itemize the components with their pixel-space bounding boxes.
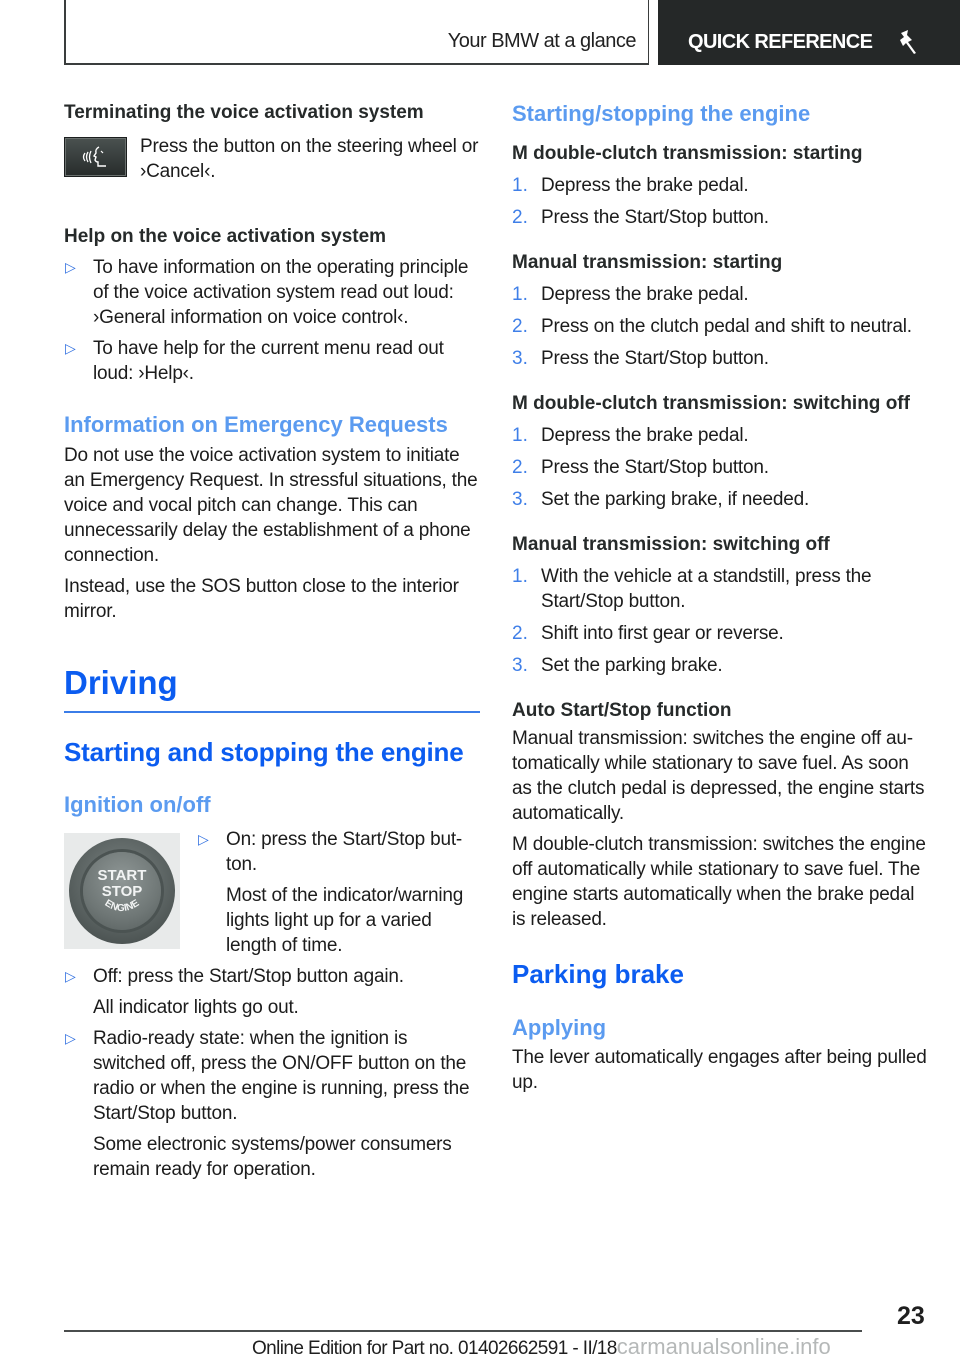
triangle-bullet-icon: ▷ [65, 259, 76, 275]
terminating-text: Press the button on the steering wheel or ›Cancel‹. [140, 136, 479, 182]
help-heading: Help on the voice activation system [64, 226, 387, 247]
procedure-title: M double-clutch transmission: starting [512, 143, 863, 164]
start-stop-button-image [64, 833, 180, 949]
terminating-row [64, 134, 482, 184]
auto-start-stop-paragraph: Manual transmission: switches the engine off automatically while stationary to save fuel. As soon as the clutch pedal is depressed, the engine starts automatically. [512, 728, 925, 824]
emergency-paragraph: Do not use the voice activation system to initiate an Emergency Request. In stressful situations, the voice and vocal pitch can change. This can unnecessarily delay the establishment of a phone connection. [64, 445, 478, 566]
triangle-bullet-icon: ▷ [65, 340, 76, 356]
right-column [512, 100, 932, 1095]
footer-edition [252, 1334, 831, 1360]
header-quick-reference-tab [658, 0, 960, 65]
starting-stopping-heading: Starting/stopping the engine [512, 101, 811, 126]
triangle-bullet-icon: ▷ [65, 1030, 76, 1046]
page-number: 23 [897, 1302, 925, 1330]
auto-start-stop-title: Auto Start/Stop function [512, 700, 732, 721]
chapter-title: Driving [64, 664, 178, 701]
chapter-divider [64, 711, 480, 713]
terminating-heading: Terminating the voice activation system [64, 102, 424, 123]
procedure: Manual transmission: switching off 1. With the vehicle at a standstill, press the Start/Stop button. 2. Shift into first gear or reverse. 3. Set the parking brake. [512, 532, 932, 678]
svg-text:ENGINE: ENGINE [102, 897, 142, 915]
applying-heading: Applying [512, 1015, 607, 1040]
edition-text: Online Edition for Part no. 01402662591 - II/18 [252, 1338, 617, 1359]
triangle-bullet-icon: ▷ [65, 968, 76, 984]
applying-text: The lever automatically engages after being pulled up. [512, 1047, 927, 1093]
svg-text:STOP: STOP [101, 883, 143, 900]
ignition-bullet: ▷ On: press the Start/Stop button. Most of the indicator/warning lights light up for a varied length of time. [198, 829, 464, 956]
left-column [64, 100, 482, 1182]
watermark: carmanualsonline.info [616, 1334, 831, 1359]
voice-command-button-icon [64, 137, 127, 177]
subsection-title: Ignition on/off [64, 792, 211, 817]
procedure: M double-clutch transmission: switching off 1. Depress the brake pedal. 2. Press the Start/Stop button. 3. Set the parking brake, if needed. [512, 391, 932, 512]
header-section-box [64, 0, 649, 65]
svg-text:START: START [97, 867, 147, 884]
ignition-row [64, 827, 482, 958]
help-bullet: ▷ To have help for the current menu read out loud: ›Help‹. [65, 338, 444, 384]
pushpin-icon [894, 28, 922, 56]
header-tab-label: QUICK REFERENCE [688, 31, 873, 53]
procedure-title: Manual transmission: starting [512, 252, 783, 273]
procedure: Manual transmission: starting 1. Depress the brake pedal. 2. Press on the clutch pedal and shift to neutral. 3. Press the Start/Stop button. [512, 250, 932, 371]
ignition-bullet: ▷ Radio-ready state: when the ignition is switched off, press the ON/OFF button on the radio or when the engine is running, press the Start/Stop button. Some electronic systems/power consumers remain ready for operation. [65, 1028, 470, 1180]
header-section-label: Your BMW at a glance [447, 30, 636, 52]
emergency-heading: Information on Emergency Requests [64, 412, 448, 437]
footer-divider [64, 1330, 862, 1332]
triangle-bullet-icon: ▷ [198, 831, 209, 847]
parking-brake-heading: Parking brake [512, 959, 684, 989]
emergency-paragraph: Instead, use the SOS button close to the interior mirror. [64, 576, 459, 622]
procedure-title: Manual transmission: switching off [512, 534, 830, 555]
auto-start-stop-section [512, 698, 932, 932]
help-bullet: ▷ To have information on the operating principle of the voice activation system read out loud: ›General information on voice control‹. [65, 257, 469, 328]
section-title: Starting and stopping the engine [64, 737, 464, 767]
ignition-bullet: ▷ Off: press the Start/Stop button again. All indicator lights go out. [65, 966, 404, 1018]
procedure-title: M double-clutch transmission: switching off [512, 393, 910, 414]
auto-start-stop-paragraph: M double-clutch transmission: switches the engine off automatically while stationary to save fuel. The engine starts automatically when the brake pedal is released. [512, 834, 926, 930]
procedure: M double-clutch transmission: starting 1. Depress the brake pedal. 2. Press the Start/Stop button. [512, 141, 932, 230]
